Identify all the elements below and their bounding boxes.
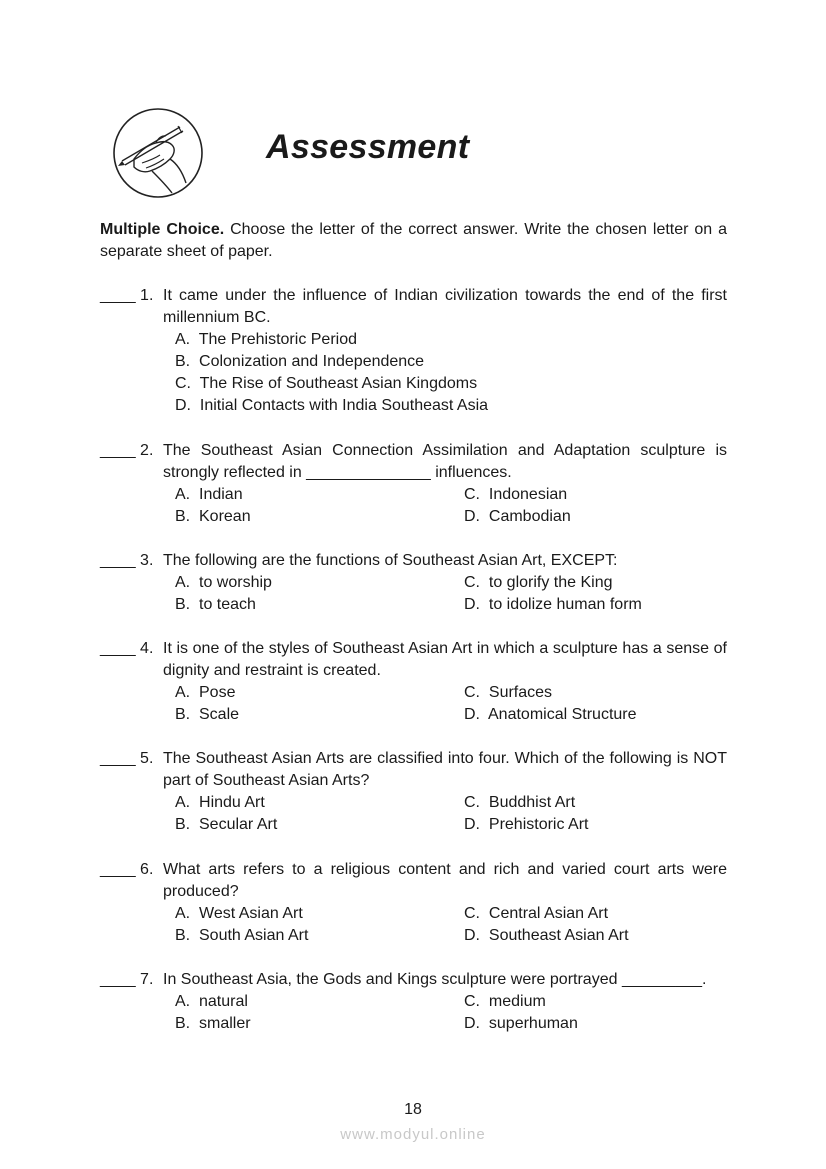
question-number: ____ 1. [100,287,158,304]
option-b: B. smaller [175,1015,251,1032]
option-a: A. The Prehistoric Period [175,331,358,348]
instructions-label: Multiple Choice. [100,221,225,238]
page-title: Assessment [266,128,470,166]
option-a: A. West Asian Art [175,905,303,922]
option-b: B. Korean [175,508,251,525]
option-b: B. Colonization and Independence [175,353,425,370]
option-a: A. Indian [175,486,243,503]
watermark: www.modyul.online [340,1126,486,1143]
option-d: D. to idolize human form [464,596,642,613]
option-a: A. to worship [175,574,272,591]
option-b: B. Scale [175,706,240,723]
question-6 [100,859,727,947]
option-c: C. Central Asian Art [464,905,609,922]
question-text: It is one of the styles of Southeast Asian Art in which a sculpture has a sense of dignity and restraint is created. [163,640,727,679]
option-b: B. to teach [175,596,256,613]
instructions-text: Choose the letter of the correct answer. Write the chosen letter on a separate sheet of paper. [100,221,728,260]
option-d: D. Southeast Asian Art [464,927,629,944]
option-c: C. Buddhist Art [464,794,576,811]
option-c: C. Surfaces [464,684,553,701]
option-d: D. Initial Contacts with India Southeast Asia [175,397,489,414]
option-a: A. Pose [175,684,236,701]
option-c: C. medium [464,993,546,1010]
question-3 [100,550,727,616]
question-number: ____ 2. [100,442,158,459]
option-d: D. Anatomical Structure [464,706,637,723]
option-d: D. superhuman [464,1015,578,1032]
question-text: What arts refers to a religious content and rich and varied court arts were produced? [163,861,727,900]
question-text: In Southeast Asia, the Gods and Kings sculpture were portrayed _________. [163,971,707,988]
writing-hand-icon [112,107,204,199]
option-c: C. Indonesian [464,486,568,503]
question-text: The Southeast Asian Arts are classified into four. Which of the following is NOT part of Southeast Asian Arts? [163,750,727,789]
option-a: A. natural [175,993,248,1010]
question-4 [100,638,727,726]
question-number: ____ 6. [100,861,158,878]
option-d: D. Prehistoric Art [464,816,589,833]
page-number: 18 [404,1101,422,1118]
question-5 [100,748,727,836]
question-number: ____ 5. [100,750,158,767]
option-b: B. Secular Art [175,816,278,833]
question-text: The following are the functions of Southeast Asian Art, EXCEPT: [163,552,618,569]
question-2 [100,440,727,528]
question-number: ____ 7. [100,971,158,988]
question-text: The Southeast Asian Connection Assimilation and Adaptation sculpture is strongly reflected in ______________ influences. [163,442,727,481]
question-7 [100,969,727,1035]
option-c: C. The Rise of Southeast Asian Kingdoms [175,375,478,392]
question-text: It came under the influence of Indian civilization towards the end of the first millennium BC. [163,287,727,326]
option-c: C. to glorify the King [464,574,613,591]
instructions [100,219,727,263]
question-number: ____ 3. [100,552,158,569]
option-d: D. Cambodian [464,508,571,525]
option-b: B. South Asian Art [175,927,309,944]
option-a: A. Hindu Art [175,794,265,811]
question-number: ____ 4. [100,640,158,657]
question-1 [100,285,727,417]
